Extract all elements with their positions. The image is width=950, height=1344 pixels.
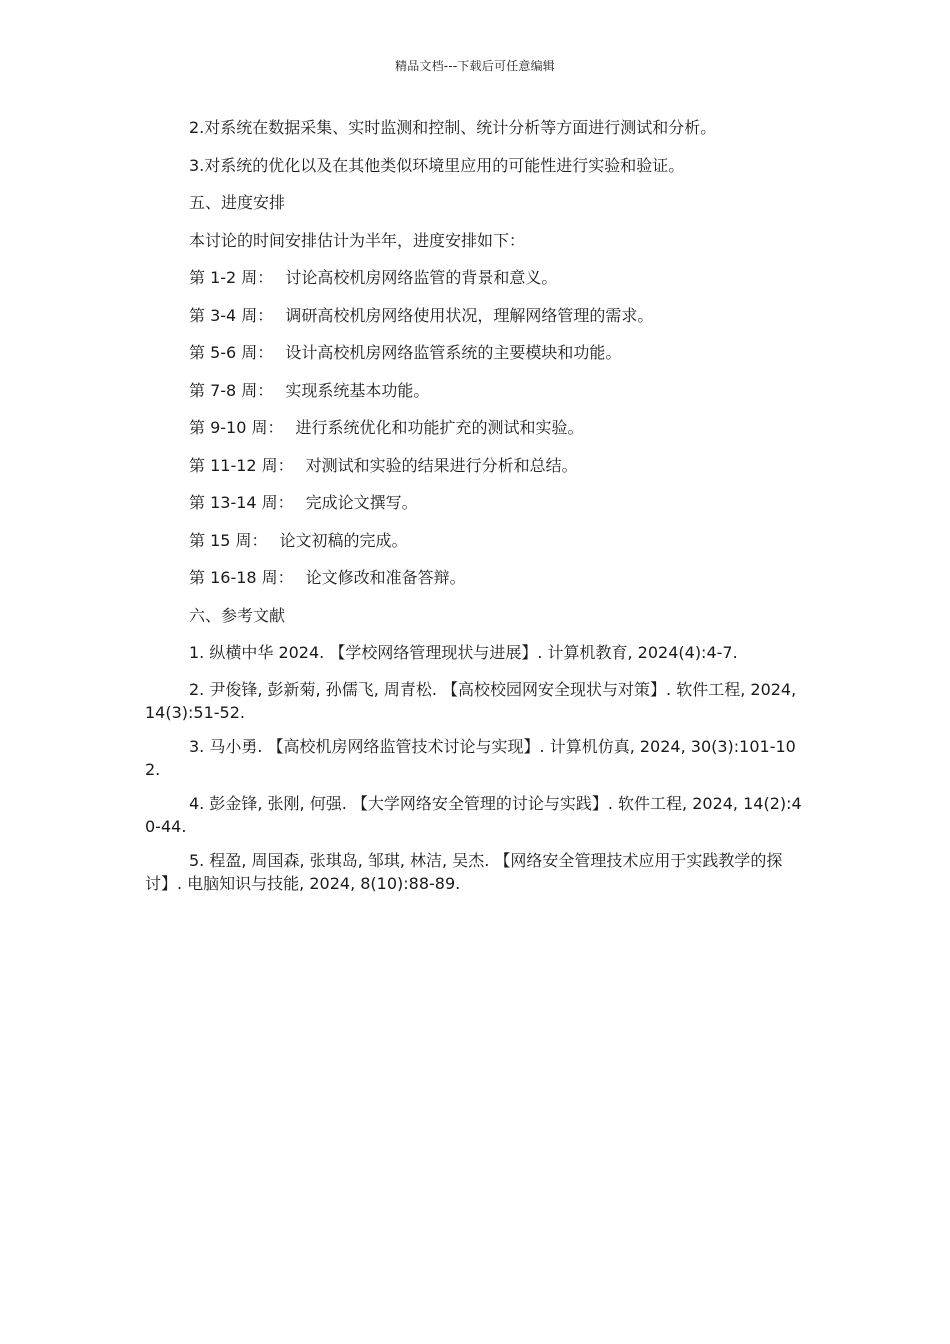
- schedule-item: [145, 341, 810, 364]
- schedule-task: 论文修改和准备答辩。: [305, 568, 466, 587]
- schedule-week-label: 第 3-4 周：: [189, 305, 274, 325]
- reference-item: 4. 彭金锋, 张刚, 何强. 【大学网络安全管理的讨论与实践】. 软件工程, 2024, 14(2):40-44.: [145, 794, 802, 836]
- schedule-item: [145, 566, 810, 589]
- schedule-task: 完成论文撰写。: [305, 493, 418, 512]
- section-title-references: 六、参考文献: [189, 605, 286, 625]
- schedule-item: [145, 379, 810, 402]
- section-title-schedule: 五、进度安排: [189, 193, 286, 212]
- schedule-task: 实现系统基本功能。: [285, 380, 430, 400]
- body-item: 3.对系统的优化以及在其他类似环境里应用的可能性进行实验和验证。: [189, 155, 685, 175]
- schedule-week-label: 第 11-12 周：: [189, 455, 294, 475]
- schedule-week-label: 第 9-10 周：: [189, 418, 284, 437]
- reference-item: 1. 纵横中华 2024. 【学校网络管理现状与进展】. 计算机教育, 2024(4):4-7.: [189, 643, 738, 662]
- schedule-task: 论文初稿的完成。: [279, 530, 408, 550]
- schedule-item: [145, 491, 810, 514]
- schedule-item: [145, 529, 810, 552]
- schedule-week-label: 第 7-8 周：: [189, 380, 274, 400]
- schedule-task: 设计高校机房网络监管系统的主要模块和功能。: [285, 343, 622, 362]
- schedule-item: [145, 416, 810, 439]
- schedule-week-label: 第 16-18 周：: [189, 568, 294, 587]
- schedule-week-label: 第 5-6 周：: [189, 343, 274, 362]
- schedule-week-label: 第 13-14 周：: [189, 493, 294, 512]
- schedule-task: 调研高校机房网络使用状况，理解网络管理的需求。: [285, 305, 654, 325]
- schedule-item: [145, 304, 810, 327]
- schedule-task: 对测试和实验的结果进行分析和总结。: [305, 455, 578, 475]
- reference-item: 5. 程盈, 周国森, 张琪岛, 邹琪, 林洁, 吴杰. 【网络安全管理技术应用于实践教学的探讨】. 电脑知识与技能, 2024, 8(10):88-89.: [145, 851, 783, 893]
- schedule-week-label: 第 1-2 周：: [189, 268, 274, 287]
- schedule-item: [145, 454, 810, 477]
- schedule-item: [145, 266, 810, 289]
- schedule-intro: 本讨论的时间安排估计为半年，进度安排如下：: [189, 230, 526, 250]
- schedule-task: 进行系统优化和功能扩充的测试和实验。: [295, 418, 584, 437]
- schedule-week-label: 第 15 周：: [189, 530, 268, 550]
- body-item: 2.对系统在数据采集、实时监测和控制、统计分析等方面进行测试和分析。: [189, 118, 717, 137]
- schedule-task: 讨论高校机房网络监管的背景和意义。: [285, 268, 558, 287]
- page-header: 精品文档---下载后可任意编辑: [395, 59, 555, 73]
- document-body: [145, 116, 810, 906]
- reference-item: 2. 尹俊锋, 彭新菊, 孙儒飞, 周青松. 【高校校园网安全现状与对策】. 软件工程, 2024, 14(3):51-52.: [145, 680, 797, 722]
- reference-item: 3. 马小勇. 【高校机房网络监管技术讨论与实现】. 计算机仿真, 2024, 30(3):101-102.: [145, 737, 796, 779]
